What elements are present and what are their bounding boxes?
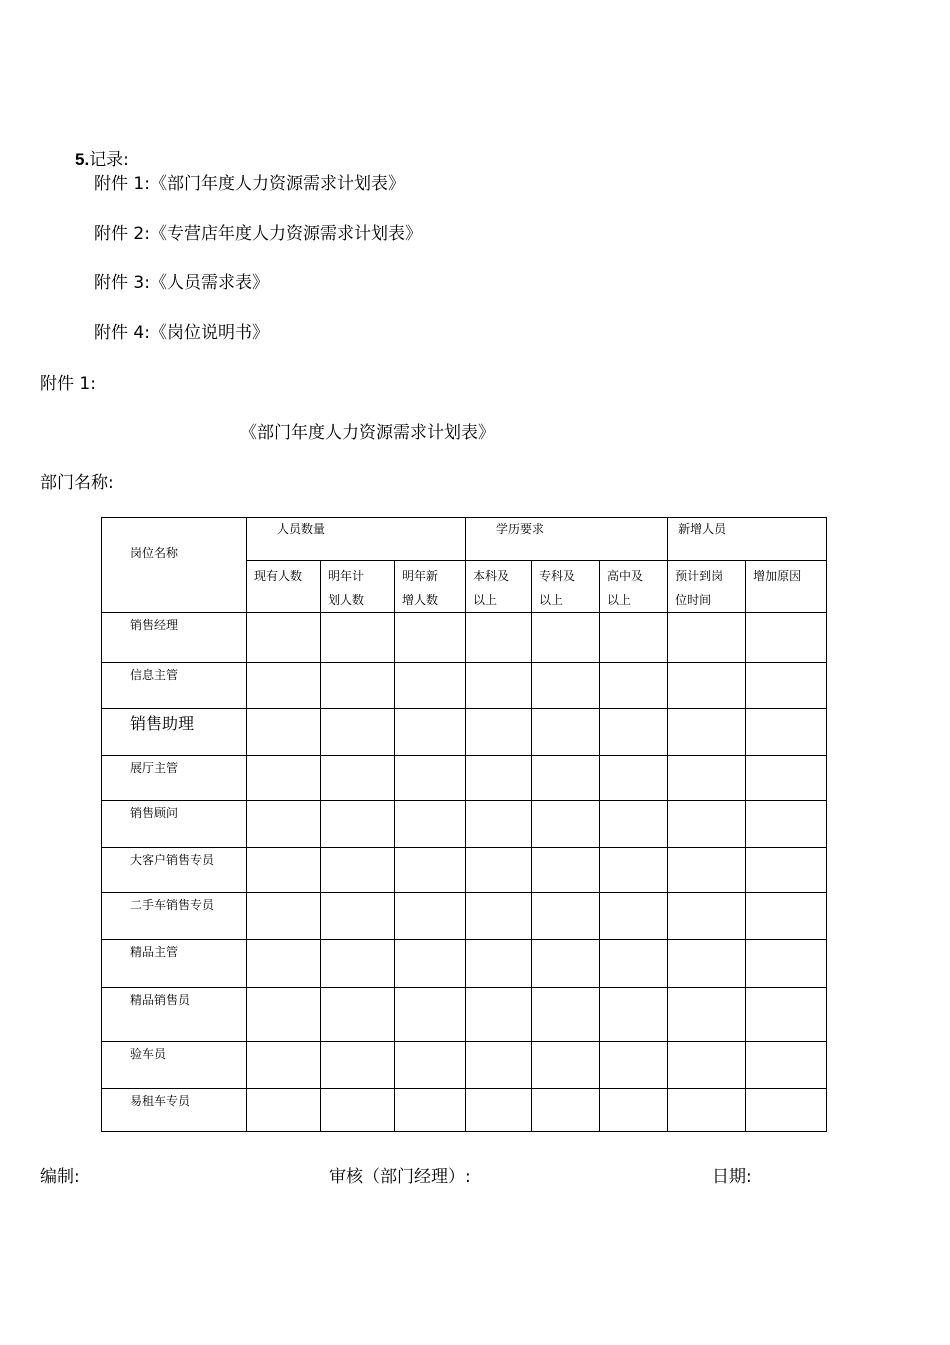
subheader-added: 明年新 增人数 [395,561,466,613]
input-cell[interactable] [600,801,668,848]
input-cell[interactable] [746,940,827,988]
input-cell[interactable] [746,663,827,709]
table-row [102,848,827,893]
input-cell[interactable] [395,940,466,988]
input-cell[interactable] [600,1042,668,1089]
input-cell[interactable] [247,893,321,940]
input-cell[interactable] [532,848,600,893]
attachment-ref-4: 附件 4:《岗位说明书》 [94,323,269,343]
table-row [102,613,827,663]
form-title: 《部门年度人力资源需求计划表》 [240,423,495,443]
input-cell[interactable] [746,893,827,940]
input-cell[interactable] [321,709,395,756]
input-cell[interactable] [321,756,395,801]
input-cell[interactable] [746,709,827,756]
input-cell[interactable] [600,709,668,756]
input-cell[interactable] [532,893,600,940]
input-cell[interactable] [247,1042,321,1089]
input-cell[interactable] [746,1089,827,1132]
input-cell[interactable] [247,801,321,848]
input-cell[interactable] [668,940,746,988]
input-cell[interactable] [746,756,827,801]
input-cell[interactable] [466,1089,532,1132]
compiled-by-label: 编制: [40,1167,80,1187]
input-cell[interactable] [466,663,532,709]
input-cell[interactable] [395,663,466,709]
table-row [102,940,827,988]
input-cell[interactable] [395,1042,466,1089]
hr-demand-table [101,517,827,1132]
input-cell[interactable] [746,801,827,848]
input-cell[interactable] [466,709,532,756]
subheader-current: 现有人数 [247,561,321,613]
input-cell[interactable] [395,801,466,848]
attachment1-label: 附件 1: [40,374,96,394]
input-cell[interactable] [466,756,532,801]
input-cell[interactable] [247,1089,321,1132]
input-cell[interactable] [668,709,746,756]
input-cell[interactable] [321,988,395,1042]
position-name-cell: 验车员 [102,1042,247,1089]
input-cell[interactable] [321,1042,395,1089]
input-cell[interactable] [668,801,746,848]
input-cell[interactable] [321,940,395,988]
table-row [102,1089,827,1132]
position-name-cell: 精品销售员 [102,988,247,1042]
records-heading [75,145,129,170]
input-cell[interactable] [247,663,321,709]
position-name-cell: 销售经理 [102,613,247,663]
input-cell[interactable] [600,893,668,940]
input-cell[interactable] [466,893,532,940]
table-row [102,663,827,709]
input-cell[interactable] [668,893,746,940]
input-cell[interactable] [600,756,668,801]
input-cell[interactable] [247,848,321,893]
input-cell[interactable] [532,988,600,1042]
subheader-reason: 增加原因 [746,561,827,613]
input-cell[interactable] [668,1089,746,1132]
records-number: 5. [75,150,90,169]
input-cell[interactable] [668,988,746,1042]
subheader-arrival-time: 预计到岗 位时间 [668,561,746,613]
table-row [102,893,827,940]
input-cell[interactable] [395,988,466,1042]
header-education: 学历要求 [466,518,668,561]
input-cell[interactable] [746,848,827,893]
position-name-cell: 精品主管 [102,940,247,988]
input-cell[interactable] [321,801,395,848]
input-cell[interactable] [395,709,466,756]
date-label: 日期: [712,1167,752,1187]
header-position-name: 岗位名称 [102,518,247,613]
input-cell[interactable] [668,848,746,893]
input-cell[interactable] [668,613,746,663]
department-name-label: 部门名称: [40,473,114,493]
input-cell[interactable] [321,893,395,940]
position-name-cell: 销售助理 [102,709,247,756]
position-name-cell: 易租车专员 [102,1089,247,1132]
input-cell[interactable] [532,801,600,848]
header-headcount: 人员数量 [247,518,466,561]
position-name-cell: 销售顾问 [102,801,247,848]
input-cell[interactable] [395,613,466,663]
input-cell[interactable] [466,1042,532,1089]
input-cell[interactable] [466,940,532,988]
reviewed-by-label: 审核（部门经理）: [329,1167,471,1187]
attachment-ref-3: 附件 3:《人员需求表》 [94,273,269,293]
input-cell[interactable] [395,893,466,940]
input-cell[interactable] [466,801,532,848]
input-cell[interactable] [600,988,668,1042]
subheader-bachelor: 本科及 以上 [466,561,532,613]
input-cell[interactable] [600,1089,668,1132]
input-cell[interactable] [395,756,466,801]
input-cell[interactable] [466,988,532,1042]
input-cell[interactable] [600,848,668,893]
input-cell[interactable] [668,663,746,709]
input-cell[interactable] [321,848,395,893]
position-name-cell: 展厅主管 [102,756,247,801]
input-cell[interactable] [247,613,321,663]
input-cell[interactable] [247,756,321,801]
input-cell[interactable] [746,988,827,1042]
table-row [102,756,827,801]
input-cell[interactable] [600,663,668,709]
input-cell[interactable] [247,709,321,756]
subheader-college: 专科及 以上 [532,561,600,613]
input-cell[interactable] [746,1042,827,1089]
input-cell[interactable] [321,663,395,709]
header-new-staff: 新增人员 [668,518,827,561]
input-cell[interactable] [321,1089,395,1132]
position-name-cell: 二手车销售专员 [102,893,247,940]
input-cell[interactable] [395,848,466,893]
input-cell[interactable] [395,1089,466,1132]
position-name-cell: 大客户销售专员 [102,848,247,893]
input-cell[interactable] [532,1089,600,1132]
input-cell[interactable] [532,613,600,663]
input-cell[interactable] [532,756,600,801]
subheader-highschool: 高中及 以上 [600,561,668,613]
table-row [102,801,827,848]
input-cell[interactable] [600,613,668,663]
input-cell[interactable] [600,940,668,988]
table-row [102,1042,827,1089]
table-row [102,709,827,756]
input-cell[interactable] [247,940,321,988]
input-cell[interactable] [668,1042,746,1089]
input-cell[interactable] [532,940,600,988]
input-cell[interactable] [532,709,600,756]
subheader-planned: 明年计 划人数 [321,561,395,613]
input-cell[interactable] [746,613,827,663]
position-name-cell: 信息主管 [102,663,247,709]
input-cell[interactable] [668,756,746,801]
input-cell[interactable] [247,988,321,1042]
records-label: 记录: [89,150,129,170]
input-cell[interactable] [532,663,600,709]
input-cell[interactable] [466,613,532,663]
input-cell[interactable] [466,848,532,893]
input-cell[interactable] [532,1042,600,1089]
attachment-ref-2: 附件 2:《专营店年度人力资源需求计划表》 [94,224,422,244]
input-cell[interactable] [321,613,395,663]
table-row [102,988,827,1042]
attachment-ref-1: 附件 1:《部门年度人力资源需求计划表》 [94,174,405,194]
